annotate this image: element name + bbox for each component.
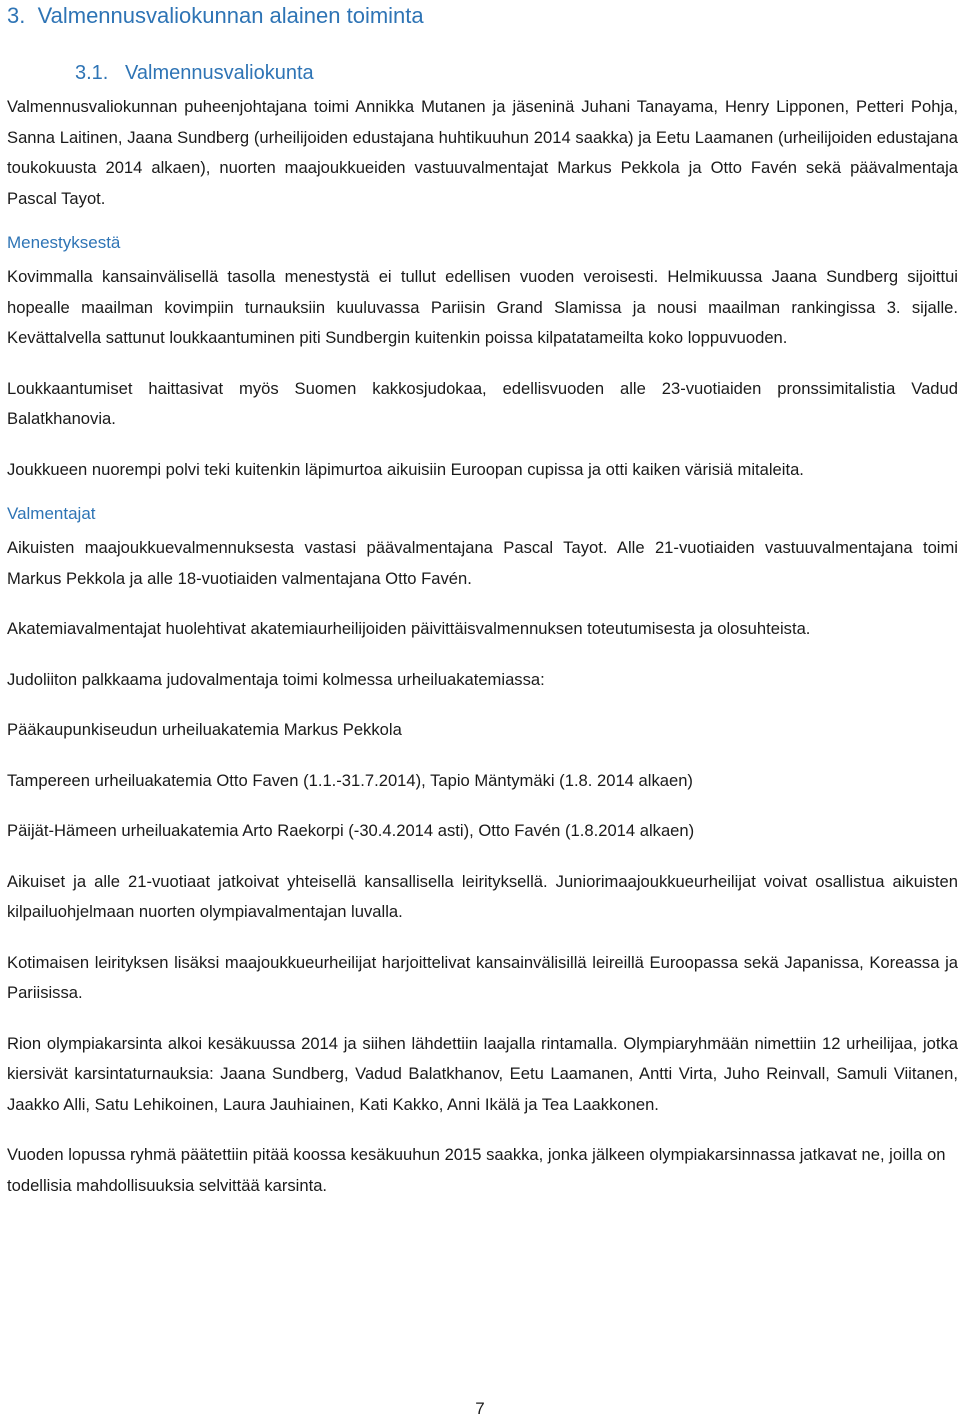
- coaches-paragraph: Aikuisten maajoukkuevalmennuksesta vastasi päävalmentajana Pascal Tayot. Alle 21-vuotiaiden vastuuvalmentajana toimi Markus Pekkola ja alle 18-vuotiaiden valmentajana Otto Favén.: [7, 538, 958, 588]
- coaches-paragraph: Aikuiset ja alle 21-vuotiaat jatkoivat yhteisellä kansallisella leirityksellä. Juniorimaajoukkueurheilijat voivat osallistua aikuisten kilpailuohjelmaan nuorten olympiavalmentajan luvalla.: [7, 871, 958, 921]
- academy-line: Tampereen urheiluakatemia Otto Faven (1.1.-31.7.2014), Tapio Mäntymäki (1.8. 2014 alkaen): [7, 770, 693, 790]
- success-heading: Menestyksestä: [7, 233, 121, 252]
- coaches-paragraph: Akatemiavalmentajat huolehtivat akatemiaurheilijoiden päivittäisvalmennuksen toteutumisesta ja olosuhteista.: [7, 619, 811, 638]
- section-heading: 3. Valmennusvaliokunnan alainen toiminta: [7, 3, 424, 28]
- coaches-paragraph: Kotimaisen leirityksen lisäksi maajoukkueurheilijat harjoittelivat kansainvälisillä leireillä Euroopassa sekä Japanissa, Koreassa ja Pariisissa.: [7, 952, 958, 1002]
- document-page: [7, 0, 958, 1221]
- page-number: 7: [475, 1399, 485, 1418]
- coaches-paragraph: Judoliiton palkkaama judovalmentaja toimi kolmessa urheiluakatemiassa:: [7, 669, 545, 689]
- subsection-heading: 3.1. Valmennusvaliokunta: [75, 62, 314, 84]
- coaches-paragraph: Vuoden lopussa ryhmä päätettiin pitää koossa kesäkuuhun 2015 saakka, jonka jälkeen olympiakarsinnassa jatkavat ne, joilla on todellisia mahdollisuuksia selvittää karsinta.: [7, 1145, 946, 1195]
- intro-paragraph: Valmennusvaliokunnan puheenjohtajana toimi Annikka Mutanen ja jäseninä Juhani Tanayama, Henry Lipponen, Petteri Pohja, Sanna Laitinen, Jaana Sundberg (urheilijoiden edustajana huhtikuuhun 2014 saakka) ja Eetu Laamanen (urheilijoiden edustajana toukokuusta 2014 alkaen), nuorten maajoukkueiden vastuuvalmentajat Markus Pekkola ja Otto Favén sekä päävalmentaja Pascal Tayot.: [7, 97, 958, 208]
- academy-line: Pääkaupunkiseudun urheiluakatemia Markus Pekkola: [7, 720, 402, 739]
- success-paragraph: Kovimmalla kansainvälisellä tasolla menestystä ei tullut edellisen vuoden veroisesti. Helmikuussa Jaana Sundberg sijoittui hopealle maailman kovimpiin turnauksiin kuuluvassa Pariisin Grand Slamissa ja nousi maailman rankingissa 3. sijalle. Kevättalvella sattunut loukkaantuminen piti Sundbergin kuitenkin poissa kilpatatameilta koko loppuvuoden.: [7, 267, 958, 347]
- coaches-heading: Valmentajat: [7, 504, 96, 523]
- success-paragraph: Loukkaantumiset haittasivat myös Suomen kakkosjudokaa, edellisvuoden alle 23-vuotiaiden pronssimitalistia Vadud Balatkhanovia.: [7, 378, 958, 428]
- coaches-paragraph: Rion olympiakarsinta alkoi kesäkuussa 2014 ja siihen lähdettiin laajalla rintamalla. Olympiaryhmään nimettiin 12 urheilijaa, jotka kiersivät karsintaturnauksia: Jaana Sundberg, Vadud Balatkhanov, Eetu Laamanen, Antti Virta, Juho Reinvall, Samuli Viitanen, Jaakko Alli, Satu Lehikoinen, Laura Jauhiainen, Kati Kakko, Anni Ikälä ja Tea Laakkonen.: [7, 1033, 958, 1114]
- academy-line: Päijät-Hämeen urheiluakatemia Arto Raekorpi (-30.4.2014 asti), Otto Favén (1.8.2014 alkaen): [7, 821, 695, 840]
- success-paragraph: Joukkueen nuorempi polvi teki kuitenkin läpimurtoa aikuisiin Euroopan cupissa ja otti kaiken värisiä mitaleita.: [7, 459, 804, 479]
